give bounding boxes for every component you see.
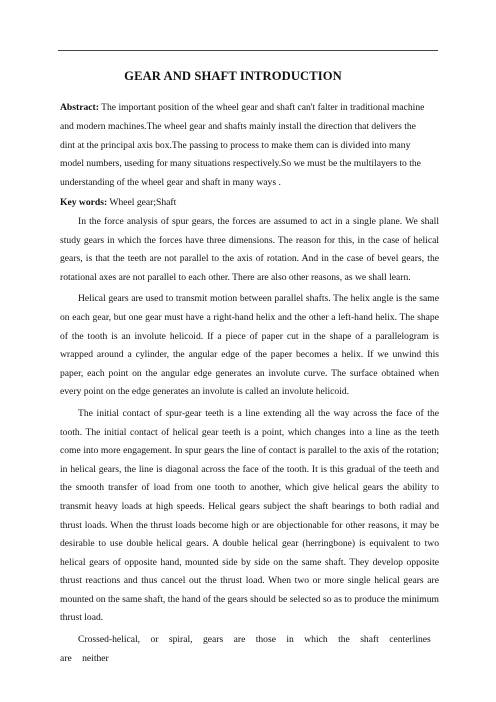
page-title: GEAR AND SHAFT INTRODUCTION — [124, 69, 342, 83]
keywords — [60, 194, 440, 212]
abstract-label: Abstract: — [60, 102, 99, 113]
header-rule — [58, 50, 438, 51]
paragraph-spur-force-analysis: In the force analysis of spur gears, the forces are assumed to act in a single plane. We shall study gears in which the forces have three dimensions. The reason for this, in the case of helical gears, is that the teeth are not parallel to the axis of rotation. And in the case of bevel gears, the rotational axes are not parallel to each other. There are also other reasons, as we shall learn. — [60, 216, 439, 283]
paragraph-helical-gears: Helical gears are used to transmit motion between parallel shafts. The helix angle is the same on each gear, but one gear must have a right-hand helix and the other a left-hand helix. The shape of the tooth is an involute helicoid. If a piece of paper cut in the shape of a parallelogram is wrapped around a cylinder, the angular edge of the paper becomes a helix. If we unwind this paper, each point on the angular edge generates an involute curve. The surface obtained when every point on the edge generates an involute is called an involute helicoid. — [60, 293, 439, 398]
keywords-label: Key words: — [60, 197, 108, 208]
abstract-text: The important position of the wheel gear and shaft can't falter in traditional machine and modern machines.The wheel gear and shafts mainly install the direction that delivers the dint at the principal axis box.The passing to process to make them can is divided into many model numbers, useding for many situations respectively.So we must be the multilayers to the understanding of the wheel gear and shaft in many ways . — [60, 102, 425, 189]
abstract — [60, 99, 430, 193]
paragraph-initial-contact: The initial contact of spur-gear teeth is a line extending all the way across the face of the tooth. The initial contact of helical gear teeth is a point, which changes into a line as the teeth come into more engagement. In spur gears the line of contact is parallel to the axis of the rotation; in helical gears, the line is diagonal across the face of the tooth. It is this gradual of the teeth and the smooth transfer of load from one tooth to another, which give helical gears the ability to transmit heavy loads at high speeds. Helical gears subject the shaft bearings to both radial and thrust loads. When the thrust loads become high or are objectionable for other reasons, it may be desirable to use double helical gears. A double helical gear (herringbone) is equivalent to two helical gears of opposite hand, mounted side by side on the same shaft. They develop opposite thrust reactions and thus cancel out the thrust load. When two or more single helical gears are mounted on the same shaft, the hand of the gears should be selected so as to produce the minimum thrust load. — [60, 407, 439, 624]
paragraph-crossed-helical: Crossed-helical, or spiral, gears are those in which the shaft centerlines are neither — [60, 634, 431, 664]
body-text — [60, 213, 439, 671]
keywords-text: Wheel gear;Shaft — [107, 197, 177, 208]
